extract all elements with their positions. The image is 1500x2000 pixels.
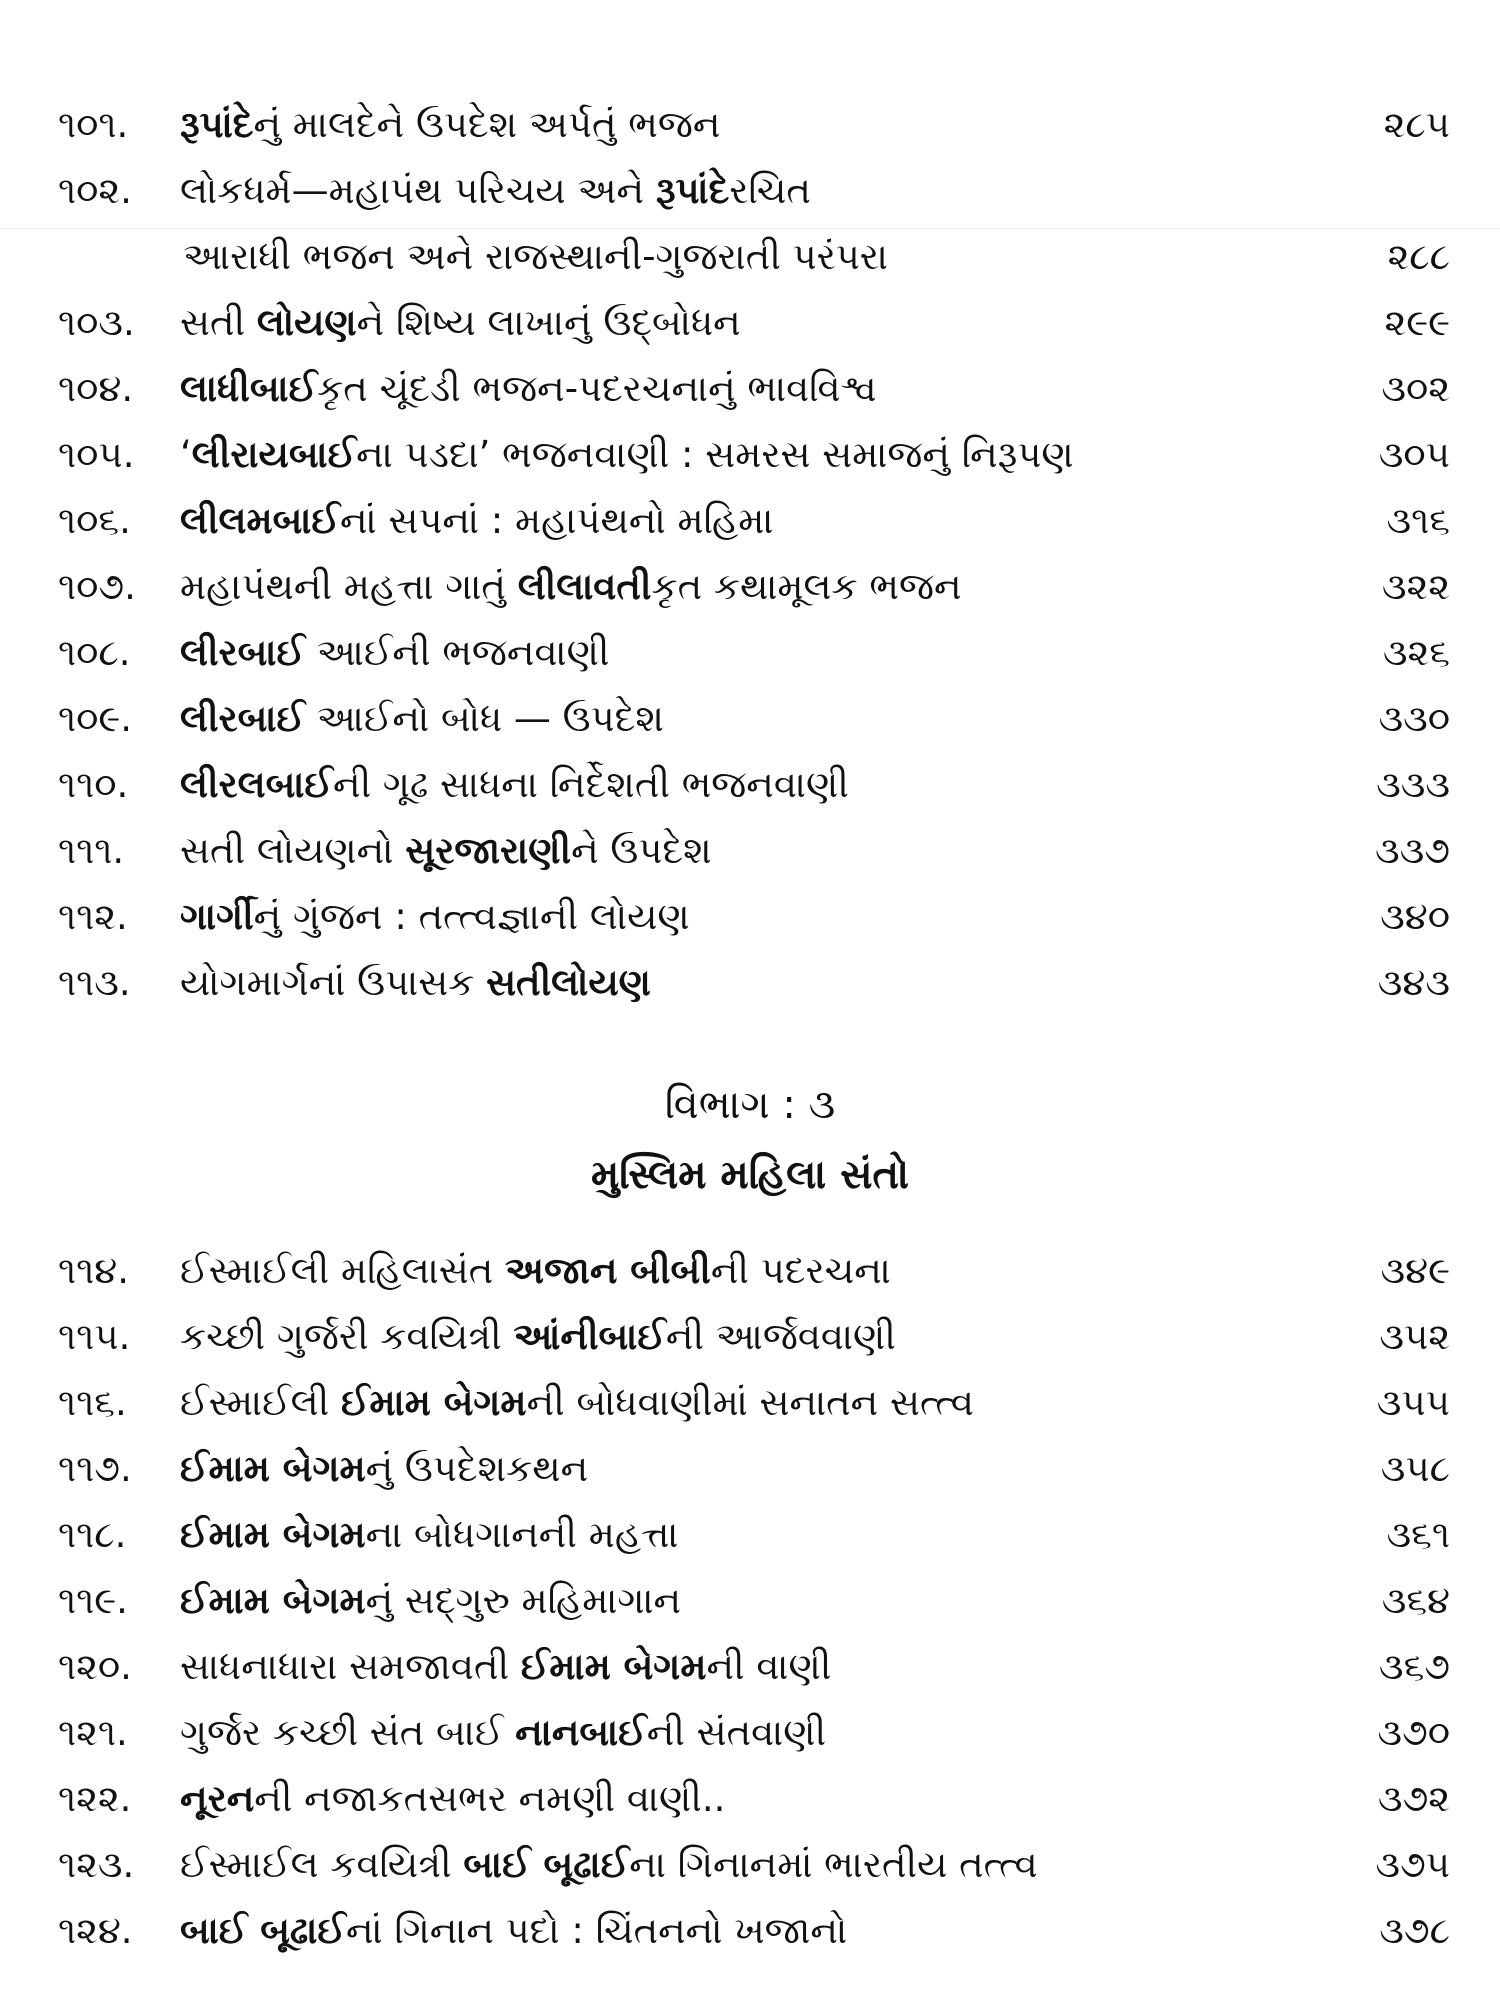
section-label: વિભાગ : ૩ <box>664 1082 836 1128</box>
entry-title-text: ગુર્જર કચ્છી સંત બાઈ <box>180 1711 516 1754</box>
entry-title-text: ની ગૂઢ સાધના નિર્દેશતી ભજનવાણી <box>333 763 849 806</box>
toc-entry <box>58 1832 1450 1898</box>
entry-title <box>180 1502 678 1568</box>
entry-number: ૧૦૧. <box>58 103 129 146</box>
entry-title-emphasis: રૂપાંદે <box>180 103 254 146</box>
entry-number: ૧૧૦. <box>58 763 129 806</box>
entry-title-text: ની આર્જવવાણી <box>665 1315 896 1358</box>
entry-page-number: ૩૩૭ <box>1375 829 1450 872</box>
entry-title <box>180 752 849 818</box>
entry-title-text: આરાધી ભજન અને રાજસ્થાની-ગુજરાતી પરંપરા <box>183 235 888 278</box>
entry-title <box>180 1370 974 1436</box>
entry-page-number: ૨૮૮ <box>1387 235 1450 278</box>
entry-page-number: ૩૨૨ <box>1381 565 1450 608</box>
entry-title-text: આઈનો બોધ — ઉપદેશ <box>305 697 664 740</box>
entry-title-emphasis: બાઈ બૂઢાઈ <box>463 1843 630 1886</box>
entry-title-emphasis: ઈમામ બેગમ <box>180 1447 366 1490</box>
entry-title <box>180 1436 588 1502</box>
entry-page-number: ૨૯૯ <box>1384 301 1450 344</box>
entry-page-number: ૩૦૫ <box>1378 433 1450 476</box>
entry-title-text: ની પદરચના <box>710 1249 891 1292</box>
entry-title-text: સતી <box>180 301 257 344</box>
entry-title-text: ને શિષ્ય લાખાનું ઉદ્‌બોધન <box>356 301 741 344</box>
entry-page-number: ૩૭૨ <box>1377 1777 1450 1820</box>
entry-title <box>180 554 962 620</box>
entry-page-number: ૩૧૬ <box>1386 499 1450 542</box>
entry-title-emphasis: ઈમામ બેગમ <box>520 1645 707 1688</box>
entry-title-emphasis: લીલમબાઈ <box>180 499 340 542</box>
entry-title-emphasis: ગાર્ગી <box>180 895 254 938</box>
entry-title <box>180 290 741 356</box>
toc-entry <box>58 158 1450 224</box>
toc-entry <box>58 1436 1450 1502</box>
toc-entry <box>58 818 1450 884</box>
toc-entry <box>58 950 1450 1016</box>
entry-page-number: ૩૬૪ <box>1381 1579 1450 1622</box>
entry-title-emphasis: સૂરજારાણી <box>405 829 572 872</box>
entry-title <box>180 1700 826 1766</box>
entry-title-emphasis: આંનીબાઈ <box>513 1315 666 1358</box>
entry-number: ૧૧૮. <box>58 1513 127 1556</box>
section-title: મુસ્લિમ મહિલા સંતો <box>590 1152 910 1198</box>
entry-page-number: ૩૫૨ <box>1379 1315 1450 1358</box>
entry-title-text: ઈસ્માઈલી મહિલાસંત <box>180 1249 506 1292</box>
entry-title-text: આઈની ભજનવાણી <box>305 631 610 674</box>
entry-number: ૧૦૬. <box>58 499 131 542</box>
entry-title <box>180 686 664 752</box>
entry-title-emphasis: લીલાવતી <box>517 565 652 608</box>
entry-title <box>58 224 888 290</box>
entry-page-number: ૩૬૭ <box>1378 1645 1450 1688</box>
entry-title-text: સાધનાધારા સમજાવતી <box>180 1645 521 1688</box>
entry-title-text: સતી લોયણનો <box>180 829 406 872</box>
entry-title-emphasis: સતીલોયણ <box>486 961 651 1004</box>
entry-number: ૧૨૨. <box>58 1777 132 1820</box>
entry-page-number: ૩૫૫ <box>1376 1381 1450 1424</box>
toc-list-part1 <box>58 92 1450 1016</box>
entry-title-text: નાં ગિનાન પદો : ચિંતનનો ખજાનો <box>345 1909 848 1952</box>
toc-entry <box>58 1634 1450 1700</box>
toc-entry <box>58 884 1450 950</box>
entry-number: ૧૧૬. <box>58 1381 127 1424</box>
entry-title <box>180 158 811 224</box>
entry-title-emphasis: નાનબાઈ <box>515 1711 647 1754</box>
entry-number: ૧૧૪. <box>58 1249 129 1292</box>
entry-page-number: ૩૪૩ <box>1377 961 1450 1004</box>
entry-title-text: રચિત <box>729 169 811 212</box>
entry-title <box>180 1238 891 1304</box>
entry-number: ૧૦૯. <box>58 697 133 740</box>
entry-title-text: નાં સપનાં : મહાપંથનો મહિમા <box>340 499 774 542</box>
entry-title-emphasis: લીરબાઈ <box>180 631 306 674</box>
entry-title-text: લોકધર્મ—મહાપંથ પરિચય અને <box>180 169 656 212</box>
entry-title <box>180 488 773 554</box>
entry-title-emphasis: લીરલબાઈ <box>180 763 333 806</box>
entry-title-emphasis: રૂપાંદે <box>655 169 730 212</box>
entry-number: ૧૧૩. <box>58 961 131 1004</box>
entry-title-text: ના પડદા’ ભજનવાણી : સમરસ સમાજનું નિરૂપણ <box>356 433 1074 476</box>
entry-number: ૧૦૪. <box>58 367 134 410</box>
entry-number: ૧૦૨. <box>58 169 132 212</box>
entry-number: ૧૦૫. <box>58 433 135 476</box>
entry-page-number: ૩૭૦ <box>1377 1711 1450 1754</box>
toc-entry <box>58 620 1450 686</box>
entry-title-emphasis: લીરબાઈ <box>180 697 306 740</box>
entry-title <box>180 620 609 686</box>
entry-number: ૧૧૧. <box>58 829 125 872</box>
entry-title-emphasis: લીરાયબાઈ <box>191 433 357 476</box>
entry-title-text: ની સંતવાણી <box>646 1711 827 1754</box>
toc-entry <box>58 686 1450 752</box>
entry-title-text: કૃત ચૂંદડી ભજન-પદરચનાનું ભાવવિશ્વ <box>317 367 877 410</box>
toc-entry <box>58 1502 1450 1568</box>
entry-page-number: ૩૬૧ <box>1386 1513 1450 1556</box>
entry-title-text: નું ઉપદેશકથન <box>365 1447 589 1490</box>
entry-title-emphasis: ઈમામ બેગમ <box>340 1381 527 1424</box>
entry-title <box>180 92 720 158</box>
toc-entry <box>58 92 1450 158</box>
entry-number: ૧૨૧. <box>58 1711 128 1754</box>
entry-title-text: નું માલદેને ઉપદેશ અર્પતું ભજન <box>253 103 721 146</box>
entry-title-text: મહાપંથની મહત્તા ગાતું <box>180 565 518 608</box>
entry-title-emphasis: નૂરન <box>180 1777 255 1820</box>
toc-entry <box>58 554 1450 620</box>
entry-title-emphasis: અજાન બીબી <box>505 1249 711 1292</box>
entry-title-text: ના બોધગાનની મહત્તા <box>365 1513 679 1556</box>
entry-title <box>180 1832 1038 1898</box>
entry-title <box>180 950 651 1016</box>
entry-page-number: ૩૫૮ <box>1380 1447 1450 1490</box>
entry-page-number: ૩૨૬ <box>1382 631 1450 674</box>
entry-title-text: કચ્છી ગુર્જરી કવયિત્રી <box>180 1315 514 1358</box>
toc-entry <box>58 1766 1450 1832</box>
entry-title <box>180 818 712 884</box>
entry-title-text: ઈસ્માઈલ કવયિત્રી <box>180 1843 464 1886</box>
entry-number: ૧૧૨. <box>58 895 128 938</box>
entry-page-number: ૩૩૦ <box>1378 697 1450 740</box>
entry-title-text: ની નજાકતસભર નમણી વાણી.. <box>254 1777 726 1820</box>
entry-number: ૧૦૩. <box>58 301 135 344</box>
entry-number: ૧૧૭. <box>58 1447 132 1490</box>
entry-title <box>180 1568 681 1634</box>
entry-title-text: ની વાણી <box>706 1645 832 1688</box>
entry-title-emphasis: લાધીબાઈ <box>180 367 318 410</box>
toc-entry <box>58 224 1450 290</box>
entry-title-text: ની બોધવાણીમાં સનાતન સત્ત્વ <box>526 1381 974 1424</box>
entry-title-emphasis: લોયણ <box>256 301 357 344</box>
entry-number: ૧૨૪. <box>58 1909 133 1952</box>
entry-page-number: ૩૪૦ <box>1380 895 1450 938</box>
toc-entry <box>58 1700 1450 1766</box>
toc-entry <box>58 488 1450 554</box>
entry-title-text: ના ગિનાનમાં ભારતીય તત્ત્વ <box>629 1843 1038 1886</box>
entry-page-number: ૩૦૨ <box>1381 367 1450 410</box>
entry-title <box>180 356 877 422</box>
toc-entry <box>58 1568 1450 1634</box>
entry-number: ૧૦૭. <box>58 565 136 608</box>
toc-entry <box>58 422 1450 488</box>
entry-title <box>180 1898 847 1964</box>
entry-title-text: નું સદ્‌ગુરુ મહિમાગાન <box>365 1579 682 1622</box>
entry-page-number: ૩૭૫ <box>1375 1843 1450 1886</box>
toc-list-part2 <box>58 1238 1450 1964</box>
toc-entry <box>58 1304 1450 1370</box>
entry-page-number: ૨૮૫ <box>1383 103 1450 146</box>
entry-title-text: ને ઉપદેશ <box>571 829 712 872</box>
entry-title-emphasis: બાઈ બૂઢાઈ <box>180 1909 346 1952</box>
entry-title <box>180 1766 725 1832</box>
entry-title-text: નું ગુંજન : તત્ત્વજ્ઞાની લોયણ <box>253 895 690 938</box>
toc-entry <box>58 1370 1450 1436</box>
entry-title <box>180 422 1074 488</box>
entry-page-number: ૩૩૩ <box>1376 763 1450 806</box>
entry-title-emphasis: ઈમામ બેગમ <box>180 1513 366 1556</box>
entry-title-text: યોગમાર્ગનાં ઉપાસક <box>180 961 487 1004</box>
entry-title-text: કૃત કથામૂલક ભજન <box>651 565 962 608</box>
entry-page-number: ૩૪૯ <box>1380 1249 1450 1292</box>
toc-entry <box>58 1898 1450 1964</box>
entry-title-text: ઈસ્માઈલી <box>180 1381 341 1424</box>
entry-number: ૧૧૫. <box>58 1315 131 1358</box>
entry-number: ૧૧૯. <box>58 1579 128 1622</box>
entry-title <box>180 1634 831 1700</box>
toc-entry <box>58 356 1450 422</box>
entry-title-text: ‘ <box>180 433 192 476</box>
toc-entry <box>58 290 1450 356</box>
entry-title-emphasis: ઈમામ બેગમ <box>180 1579 366 1622</box>
entry-number: ૧૦૮. <box>58 631 131 674</box>
entry-number: ૧૨૩. <box>58 1843 135 1886</box>
entry-title <box>180 884 690 950</box>
toc-entry <box>58 752 1450 818</box>
entry-page-number: ૩૭૮ <box>1379 1909 1450 1952</box>
entry-title <box>180 1304 896 1370</box>
toc-entry <box>58 1238 1450 1304</box>
entry-number: ૧૨૦. <box>58 1645 132 1688</box>
